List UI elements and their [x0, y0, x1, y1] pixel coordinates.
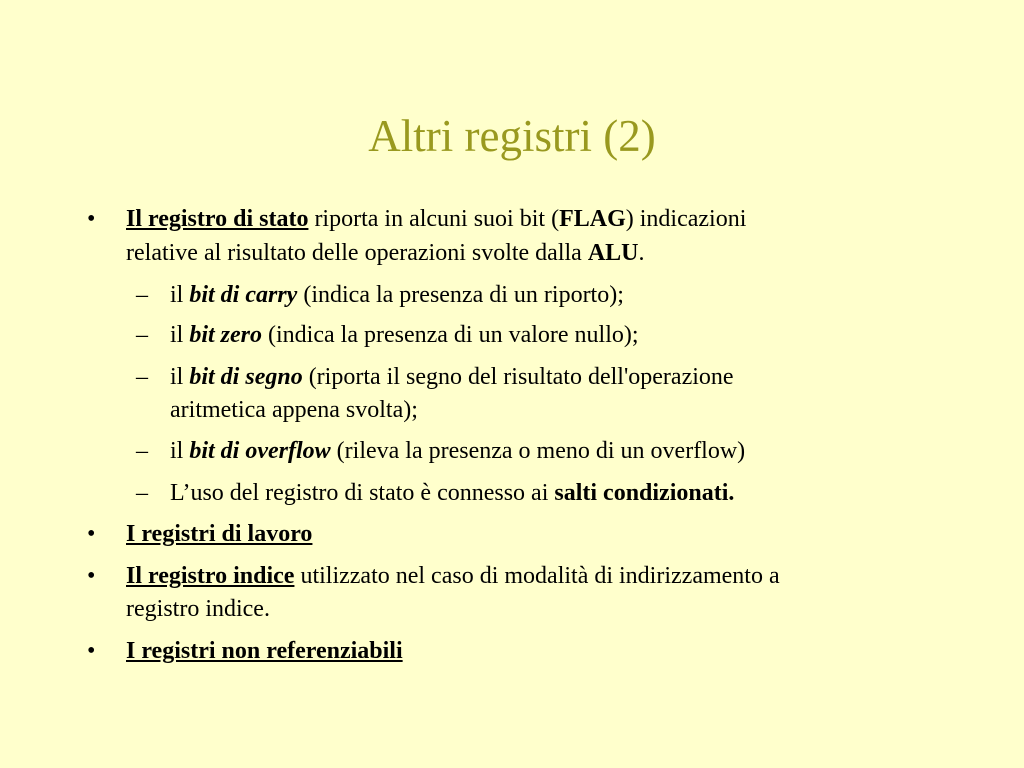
text-segment: il [170, 322, 190, 348]
term-bit-carry: bit di carry [189, 282, 298, 308]
sub-item-text [170, 478, 734, 509]
sub-item-text [170, 362, 734, 393]
term-salti-condizionati: salti condizionati. [554, 480, 735, 506]
text-segment: L’uso del registro di stato è connesso ai [170, 480, 555, 506]
dash-marker: – [136, 438, 148, 464]
sub-item-text [170, 436, 745, 467]
text-segment: (rileva la presenza o meno di un overflow) [330, 438, 746, 464]
sub-item-text [170, 320, 639, 351]
term-bit-segno: bit di segno [189, 364, 303, 390]
text-segment: il [170, 364, 190, 390]
text-segment: (riporta il segno del risultato dell'operazione [302, 364, 734, 390]
bullet-marker: • [87, 563, 96, 589]
term-bit-overflow: bit di overflow [189, 438, 331, 464]
bullet-text [126, 561, 780, 592]
term-flag: FLAG [559, 206, 626, 232]
text-segment: il [170, 282, 190, 308]
term-registro-indice: Il registro indice [126, 563, 295, 589]
dash-marker: – [136, 480, 148, 506]
text-segment: utilizzato nel caso di modalità di indirizzamento a [294, 563, 780, 589]
bullet-text-line2 [126, 238, 645, 269]
term-registro-stato: Il registro di stato [126, 206, 309, 232]
term-alu: ALU [587, 240, 639, 266]
bullet-text-line2: registro indice. [126, 596, 270, 622]
term-registri-non-referenziabili: I registri non referenziabili [126, 638, 403, 664]
bullet-marker: • [87, 638, 96, 664]
bullet-marker: • [87, 206, 96, 232]
text-segment: (indica la presenza di un valore nullo); [262, 322, 639, 348]
dash-marker: – [136, 282, 148, 308]
text-segment: (indica la presenza di un riporto); [297, 282, 624, 308]
term-registri-lavoro: I registri di lavoro [126, 521, 313, 547]
bullet-text [126, 204, 746, 235]
sub-item-text [170, 280, 624, 311]
term-bit-zero: bit zero [189, 322, 263, 348]
dash-marker: – [136, 322, 148, 348]
text-segment: ) indicazioni [625, 206, 747, 232]
sub-item-text-line2: aritmetica appena svolta); [170, 397, 418, 423]
bullet-marker: • [87, 521, 96, 547]
slide-title: Altri registri (2) [368, 111, 656, 161]
text-segment: relative al risultato delle operazioni svolte dalla [126, 240, 588, 266]
dash-marker: – [136, 364, 148, 390]
text-segment: il [170, 438, 190, 464]
text-segment: . [638, 240, 645, 266]
text-segment: riporta in alcuni suoi bit ( [308, 206, 560, 232]
